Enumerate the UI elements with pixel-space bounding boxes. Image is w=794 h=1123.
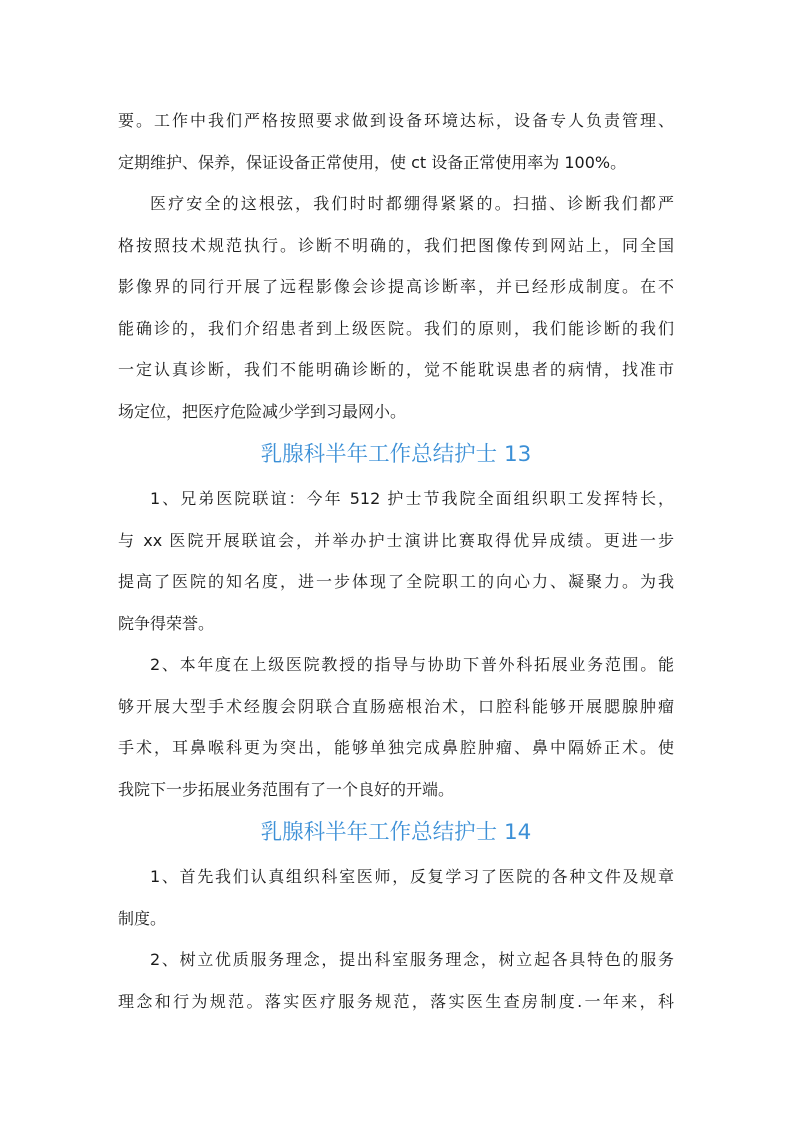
paragraph-line: 提高了医院的知名度，进一步体现了全院职工的向心力、凝聚力。为我 xyxy=(118,572,674,591)
paragraph xyxy=(118,856,674,939)
document-body xyxy=(118,100,674,1022)
paragraph-line: 场定位，把医疗危险减少学到习最网小。 xyxy=(118,401,407,421)
paragraph-line: 院争得荣誉。 xyxy=(118,613,215,633)
paragraph-line: 影像界的同行开展了远程影像会诊提高诊断率，并已经形成制度。在不 xyxy=(118,277,674,296)
paragraph xyxy=(118,939,674,1022)
paragraph-line: 要。工作中我们严格按照要求做到设备环境达标，设备专人负责管理、 xyxy=(118,111,674,130)
paragraph-line: 定期维护、保养，保证设备正常使用，使 ct 设备正常使用率为 100%。 xyxy=(118,152,627,172)
paragraph-line: 理念和行为规范。落实医疗服务规范，落实医生查房制度.一年来，科 xyxy=(118,991,674,1011)
paragraph-line: 医疗安全的这根弦，我们时时都绷得紧紧的。扫描、诊断我们都严 xyxy=(150,194,674,213)
paragraph-line: 手术，耳鼻喉科更为突出，能够单独完成鼻腔肿瘤、鼻中隔娇正术。使 xyxy=(118,738,674,757)
paragraph-line: 1、兄弟医院联谊：今年 512 护士节我院全面组织职工发挥特长， xyxy=(150,489,674,508)
paragraph xyxy=(118,644,674,810)
paragraph-line: 一定认真诊断，我们不能明确诊断的，觉不能耽误患者的病情，找准市 xyxy=(118,360,674,379)
paragraph xyxy=(118,478,674,644)
paragraph xyxy=(118,100,674,183)
paragraph-line: 够开展大型手术经腹会阴联合直肠癌根治术，口腔科能够开展腮腺肿瘤 xyxy=(118,696,674,716)
paragraph-line: 格按照技术规范执行。诊断不明确的，我们把图像传到网站上，同全国 xyxy=(118,235,674,255)
paragraph-line: 1、首先我们认真组织科室医师，反复学习了医院的各种文件及规章 xyxy=(150,867,674,886)
paragraph xyxy=(118,183,674,432)
paragraph-line: 与 xx 医院开展联谊会，并举办护士演讲比赛取得优异成绩。更进一步 xyxy=(118,530,674,550)
paragraph-line: 能确诊的，我们介绍患者到上级医院。我们的原则，我们能诊断的我们 xyxy=(118,318,674,338)
paragraph-line: 我院下一步拓展业务范围有了一个良好的开端。 xyxy=(118,779,455,799)
paragraph-line: 2、树立优质服务理念，提出科室服务理念，树立起各具特色的服务 xyxy=(150,950,674,969)
paragraph-line: 2、本年度在上级医院教授的指导与协助下普外科拓展业务范围。能 xyxy=(150,655,674,674)
section-heading: 乳腺科半年工作总结护士 13 xyxy=(260,442,532,467)
section-heading: 乳腺科半年工作总结护士 14 xyxy=(260,820,532,845)
paragraph-line: 制度。 xyxy=(118,908,167,928)
